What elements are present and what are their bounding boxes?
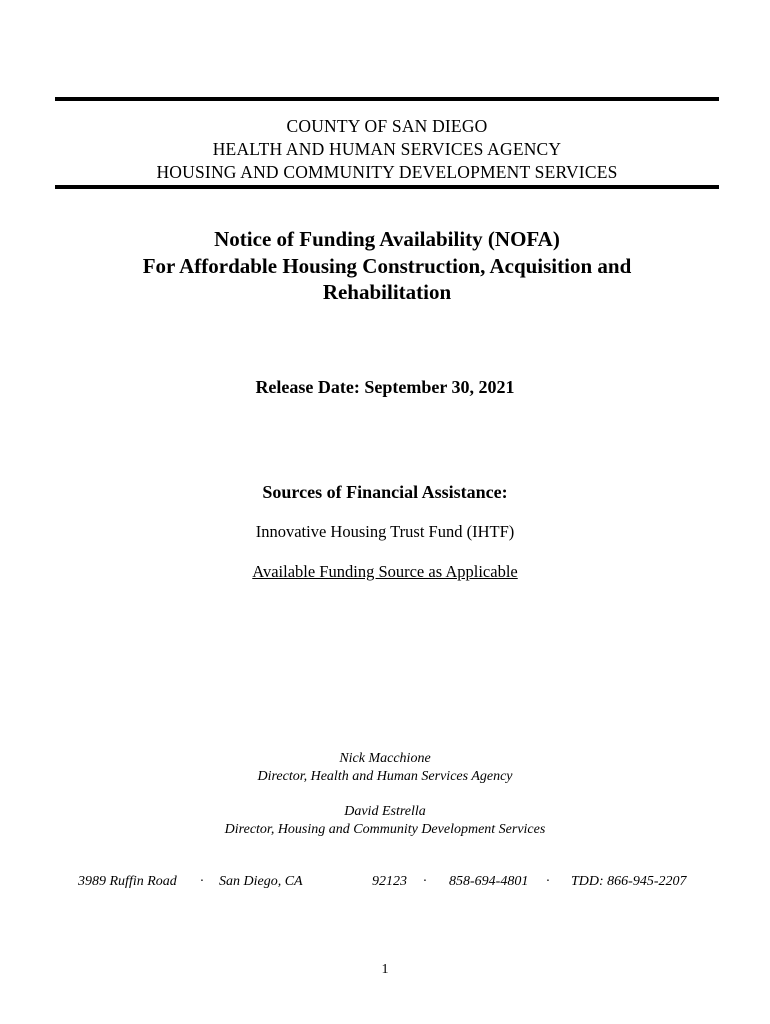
contact-separator: · bbox=[423, 874, 427, 889]
signer-title: Director, Housing and Community Development Services bbox=[224, 822, 546, 837]
signer-name: Nick Macchione bbox=[339, 751, 431, 766]
contact-tdd: TDD: 866-945-2207 bbox=[571, 874, 687, 889]
contact-phone: 858-694-4801 bbox=[449, 874, 529, 889]
header-top-rule bbox=[55, 97, 719, 101]
agency-header bbox=[55, 115, 719, 184]
signer-title: Director, Health and Human Services Agency bbox=[257, 769, 513, 784]
signer-name: David Estrella bbox=[344, 804, 426, 819]
header-county: COUNTY OF SAN DIEGO bbox=[286, 116, 488, 136]
signer-block bbox=[0, 750, 770, 786]
signer-block bbox=[0, 803, 770, 839]
contact-footer bbox=[0, 874, 770, 894]
source-item-available-funding: Available Funding Source as Applicable bbox=[252, 562, 518, 581]
title-line-3: Rehabilitation bbox=[322, 280, 452, 304]
document-title bbox=[40, 226, 734, 306]
contact-separator: · bbox=[200, 874, 204, 889]
source-item-ihtf: Innovative Housing Trust Fund (IHTF) bbox=[255, 522, 515, 541]
release-date: Release Date: September 30, 2021 bbox=[255, 377, 515, 397]
title-line-2: For Affordable Housing Construction, Acquisition and bbox=[142, 253, 632, 278]
page-number: 1 bbox=[381, 962, 389, 977]
contact-zip: 92123 bbox=[372, 874, 407, 889]
header-agency: HEALTH AND HUMAN SERVICES AGENCY bbox=[212, 139, 562, 159]
title-line-1: Notice of Funding Availability (NOFA) bbox=[214, 227, 560, 251]
contact-street: 3989 Ruffin Road bbox=[78, 874, 177, 889]
header-bottom-rule bbox=[55, 185, 719, 189]
header-department: HOUSING AND COMMUNITY DEVELOPMENT SERVICES bbox=[156, 162, 618, 182]
contact-city: San Diego, CA bbox=[219, 874, 303, 889]
contact-separator: · bbox=[546, 874, 550, 889]
sources-heading: Sources of Financial Assistance: bbox=[262, 482, 508, 502]
